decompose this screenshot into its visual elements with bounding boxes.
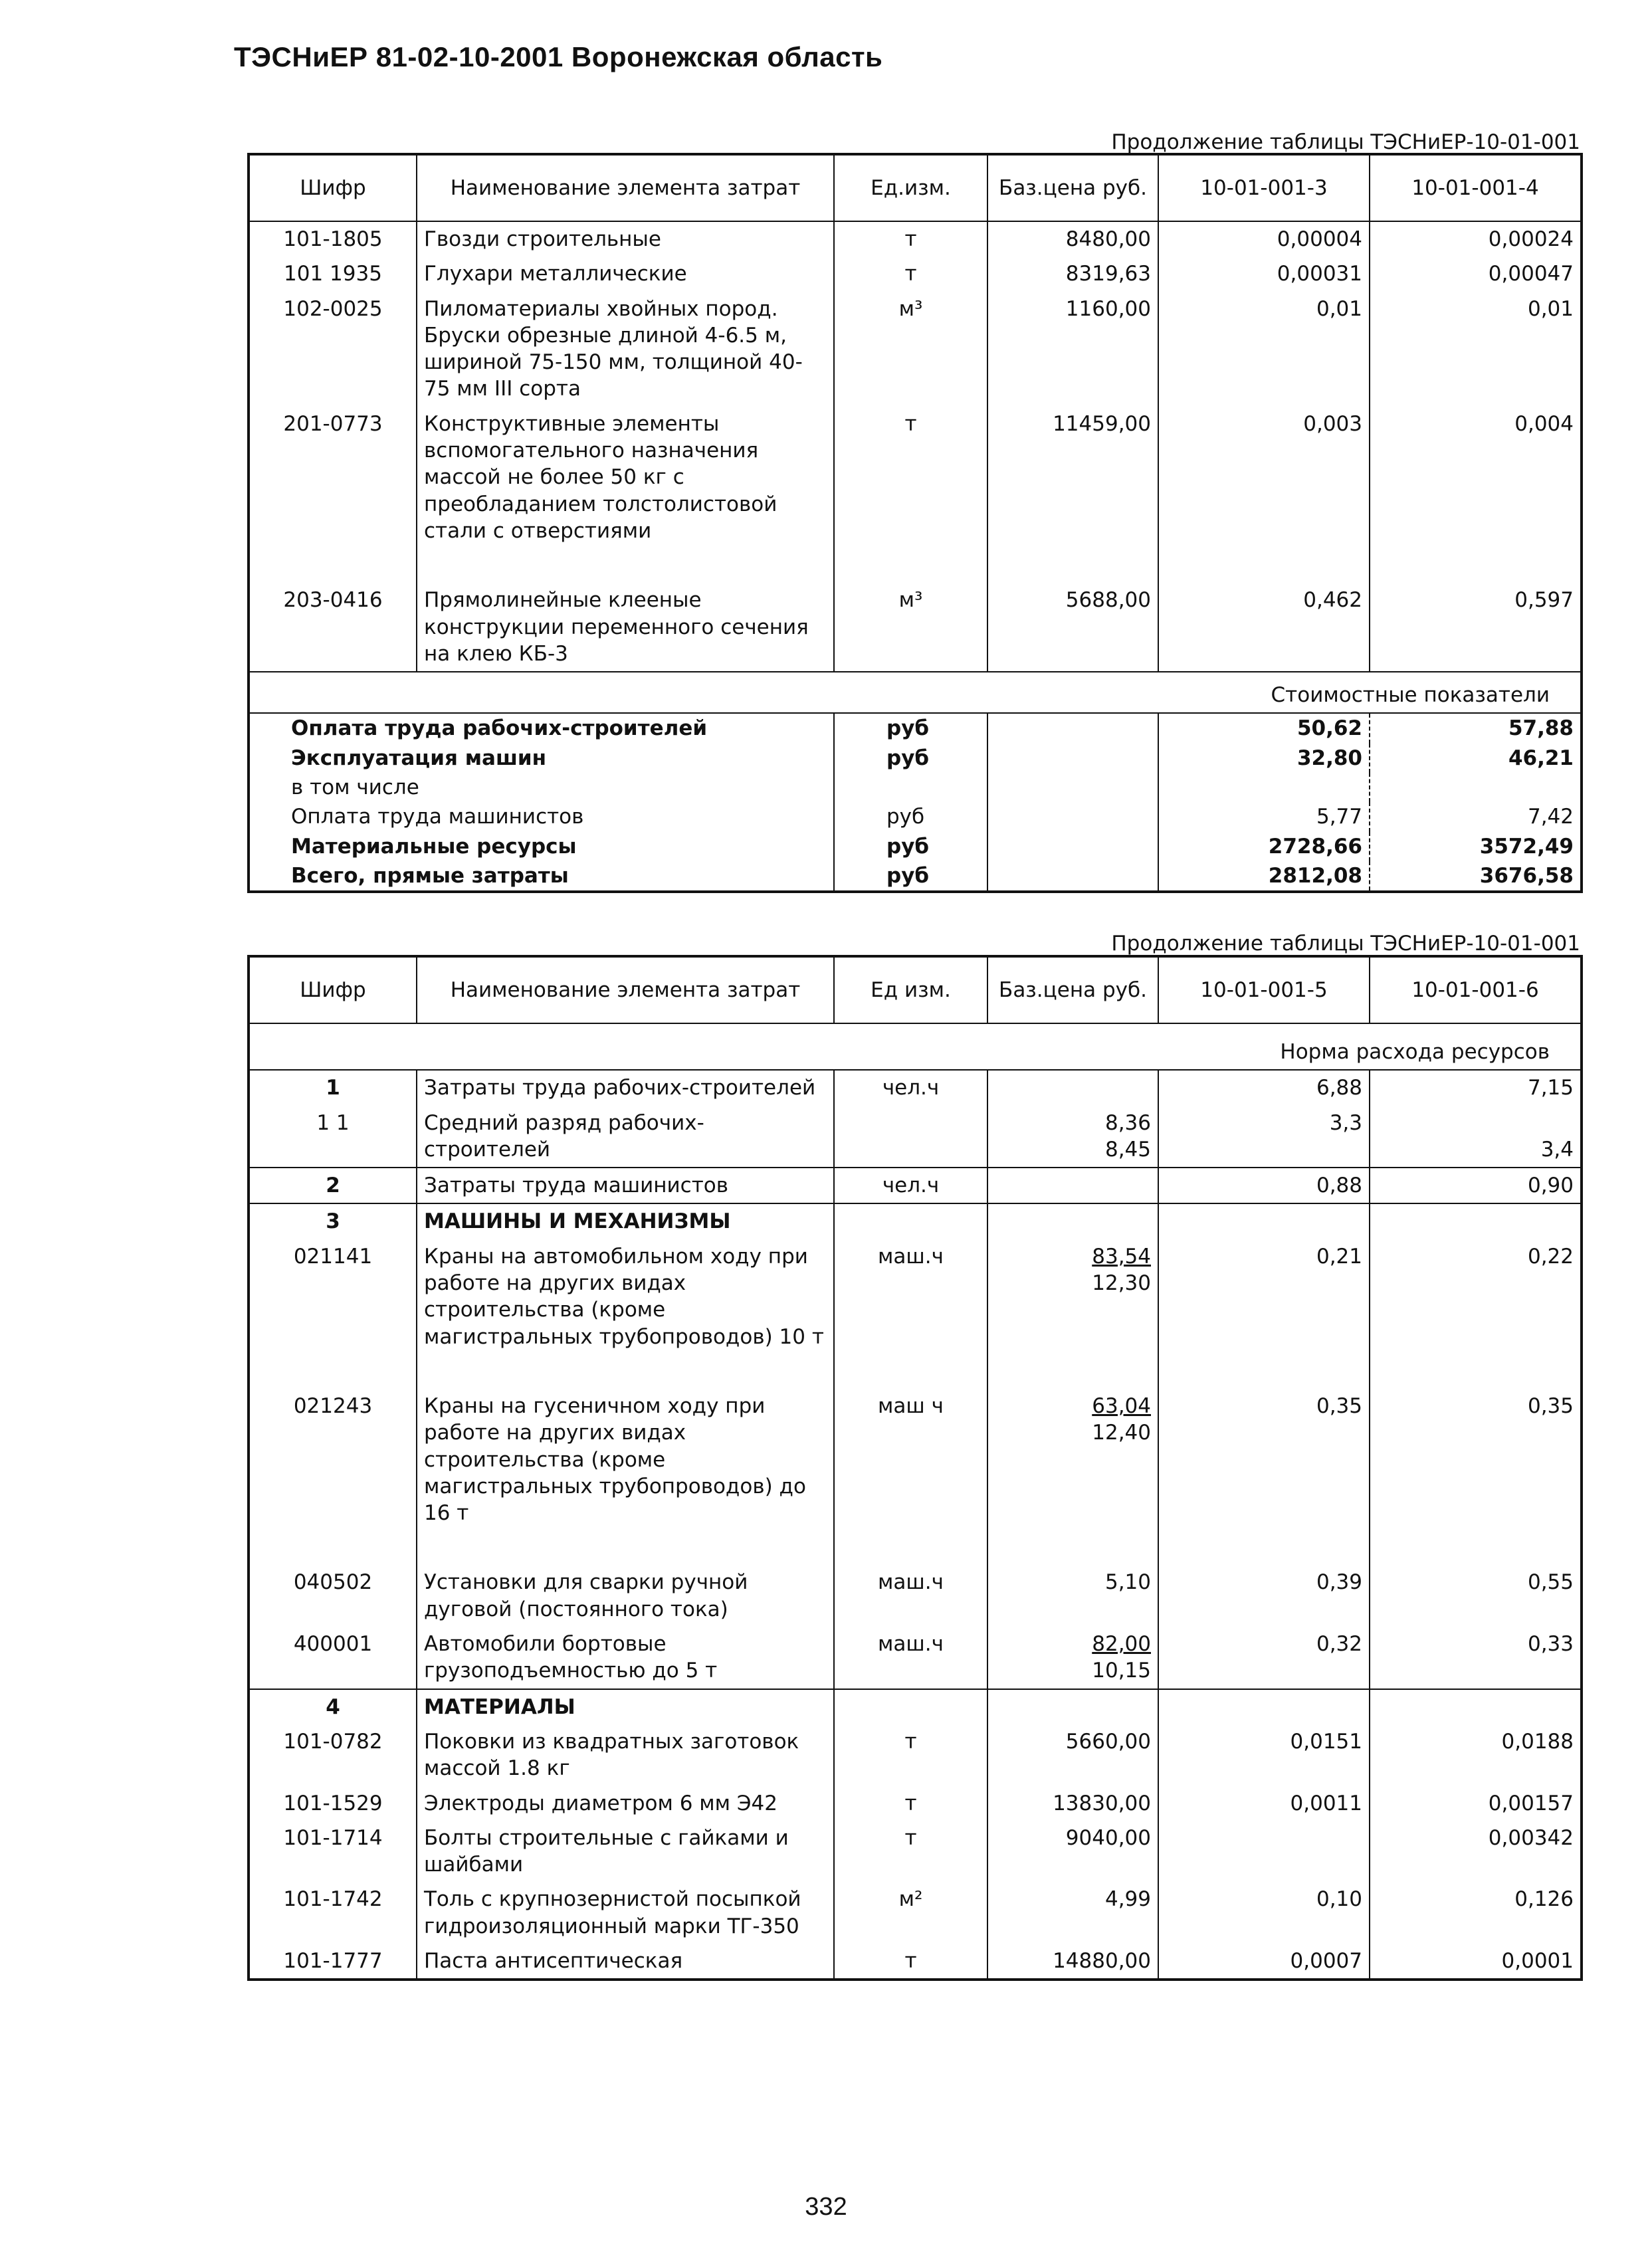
- cost-row: [249, 713, 1582, 743]
- row-value-1: 0,00004: [1158, 221, 1370, 256]
- cost-row: [249, 773, 1582, 802]
- row-unit: маш.ч: [834, 1627, 987, 1689]
- table-row: [249, 292, 1582, 407]
- col-name-header: Наименование элемента затрат: [417, 154, 834, 221]
- row-name: Глухари металлические: [417, 256, 834, 291]
- table-row: [249, 583, 1582, 672]
- cost-value-2: 57,88: [1370, 713, 1582, 743]
- row-price-sub: 12,40: [1092, 1421, 1151, 1445]
- table-row: [249, 221, 1582, 256]
- row-unit: т: [834, 1724, 987, 1786]
- row-value-2: 0,00047: [1370, 256, 1582, 291]
- row-value-1: 0,10: [1158, 1882, 1370, 1944]
- table-row: [249, 1070, 1582, 1105]
- cost-value-2: 7,42: [1370, 802, 1582, 831]
- row-name: Пиломатериалы хвойных пород. Бруски обрезные длиной 4-6.5 м, шириной 75-150 мм, толщиной 40-75 мм III сорта: [417, 292, 834, 407]
- table-row: [249, 1724, 1582, 1786]
- row-name: Установки для сварки ручной дуговой (постоянного тока): [417, 1565, 834, 1627]
- row-name: Прямолинейные клееные конструкции переменного сечения на клею КБ-3: [417, 583, 834, 672]
- row-value-1: 0,21: [1158, 1239, 1370, 1354]
- row-unit: т: [834, 256, 987, 291]
- section-code: 3: [249, 1203, 417, 1239]
- row-unit: м²: [834, 1882, 987, 1944]
- norm-band-row: [249, 1023, 1582, 1070]
- row-code: 1 1: [249, 1106, 417, 1168]
- col-code-header: Шифр: [249, 154, 417, 221]
- row-value-1: 0,0151: [1158, 1724, 1370, 1786]
- col-norm-2-header: 10-01-001-4: [1370, 154, 1582, 221]
- table-row: [249, 256, 1582, 291]
- cost-unit: руб: [834, 744, 987, 773]
- col-norm-2-header: 10-01-001-6: [1370, 956, 1582, 1023]
- estimate-table-2: [247, 955, 1583, 1981]
- estimate-table-1: [247, 153, 1583, 893]
- cost-row: [249, 861, 1582, 892]
- document-header-title: ТЭСНиЕР 81-02-10-2001 Воронежская область: [234, 41, 883, 72]
- row-name: Электроды диаметром 6 мм Э42: [417, 1786, 834, 1821]
- row-unit: чел.ч: [834, 1168, 987, 1203]
- cost-band-row: [249, 672, 1582, 713]
- col-price-header: Баз.цена руб.: [987, 154, 1158, 221]
- row-code: 101-1777: [249, 1944, 417, 1980]
- col-norm-1-header: 10-01-001-3: [1158, 154, 1370, 221]
- row-unit: маш ч: [834, 1389, 987, 1530]
- row-name: Краны на гусеничном ходу при работе на других видах строительства (кроме магистральных трубопроводов) до 16 т: [417, 1389, 834, 1530]
- row-unit: т: [834, 1821, 987, 1883]
- col-unit-header: Ед.изм.: [834, 154, 987, 221]
- row-value-2: 0,0188: [1370, 1724, 1582, 1786]
- row-value-2: 0,126: [1370, 1882, 1582, 1944]
- cost-value-2: 46,21: [1370, 744, 1582, 773]
- col-price-header: Баз.цена руб.: [987, 956, 1158, 1023]
- row-value-2: 0,597: [1370, 583, 1582, 672]
- norm-band-label: Норма расхода ресурсов: [249, 1023, 1582, 1070]
- row-price: 82,00: [1092, 1632, 1151, 1657]
- row-unit: маш.ч: [834, 1565, 987, 1627]
- row-code: 021243: [249, 1389, 417, 1530]
- row-value-2: 3,4: [1370, 1106, 1582, 1168]
- row-code: 400001: [249, 1627, 417, 1689]
- spacer-row: [249, 1530, 1582, 1565]
- cost-label: Всего, прямые затраты: [291, 863, 569, 888]
- row-value-2: 0,004: [1370, 407, 1582, 548]
- row-value-1: 0,39: [1158, 1565, 1370, 1627]
- cost-band-label: Стоимостные показатели: [249, 672, 1582, 713]
- cost-row: [249, 802, 1582, 831]
- row-price: 63,04: [1092, 1393, 1151, 1418]
- row-name: Гвозди строительные: [417, 221, 834, 256]
- row-value-1: 0,35: [1158, 1389, 1370, 1530]
- row-name: Паста антисептическая: [417, 1944, 834, 1980]
- row-name: Конструктивные элементы вспомогательного назначения массой не более 50 кг с преобладанием толстолистовой стали с отверстиями: [417, 407, 834, 548]
- cost-label: Эксплуатация машин: [291, 746, 547, 770]
- row-price: 8,36: [1104, 1110, 1151, 1135]
- row-price: 4,99: [987, 1882, 1158, 1944]
- row-name: Автомобили бортовые грузоподъемностью до 5 т: [417, 1627, 834, 1689]
- cost-label: Оплата труда рабочих-строителей: [291, 716, 708, 741]
- cost-value-1: 32,80: [1158, 744, 1370, 773]
- row-value-1: 0,0011: [1158, 1786, 1370, 1821]
- cost-value-1: 50,62: [1158, 713, 1370, 743]
- row-price: 14880,00: [987, 1944, 1158, 1980]
- row-code: 101-1805: [249, 221, 417, 256]
- row-value-2: 0,01: [1370, 292, 1582, 407]
- row-value-2: 7,15: [1370, 1070, 1582, 1105]
- row-unit: т: [834, 407, 987, 548]
- col-code-header: Шифр: [249, 956, 417, 1023]
- table-row: [249, 407, 1582, 548]
- row-price: 5660,00: [987, 1724, 1158, 1786]
- row-value-1: 0,01: [1158, 292, 1370, 407]
- row-value-2: 0,33: [1370, 1627, 1582, 1689]
- row-value-2: 0,00024: [1370, 221, 1582, 256]
- row-value-2: 0,55: [1370, 1565, 1582, 1627]
- cost-unit: руб: [834, 832, 987, 861]
- row-value-2: 0,90: [1370, 1168, 1582, 1203]
- row-name: Затраты труда машинистов: [417, 1168, 834, 1203]
- row-value-2: 0,00342: [1370, 1821, 1582, 1883]
- section-row: [249, 1203, 1582, 1239]
- row-name: Краны на автомобильном ходу при работе на других видах строительства (кроме магистральных трубопроводов) 10 т: [417, 1239, 834, 1354]
- cost-value-1: 2812,08: [1158, 861, 1370, 892]
- row-value-1: 0,003: [1158, 407, 1370, 548]
- table-row: [249, 1565, 1582, 1627]
- table-row: [249, 1627, 1582, 1689]
- row-price: 1160,00: [987, 292, 1158, 407]
- row-code: 102-0025: [249, 292, 417, 407]
- cost-row: [249, 744, 1582, 773]
- row-code: 021141: [249, 1239, 417, 1354]
- row-price: 5688,00: [987, 583, 1158, 672]
- cost-unit: руб: [834, 802, 987, 831]
- row-name: Средний разряд рабочих-строителей: [417, 1106, 834, 1168]
- cost-label: Оплата труда машинистов: [291, 805, 584, 829]
- table-row: [249, 1168, 1582, 1203]
- row-value-2: 0,22: [1370, 1239, 1582, 1354]
- row-unit: т: [834, 1786, 987, 1821]
- row-value-1: [1158, 1821, 1370, 1883]
- row-code: 101-1529: [249, 1786, 417, 1821]
- table-row: [249, 1106, 1582, 1168]
- cost-value-2: 3572,49: [1370, 832, 1582, 861]
- section-title: МАШИНЫ И МЕХАНИЗМЫ: [417, 1203, 834, 1239]
- row-code: 201-0773: [249, 407, 417, 548]
- row-value-1: 0,462: [1158, 583, 1370, 672]
- cost-value-2: 3676,58: [1370, 861, 1582, 892]
- spacer-row: [249, 1354, 1582, 1389]
- row-value-1: 6,88: [1158, 1070, 1370, 1105]
- section-code: 4: [249, 1689, 417, 1724]
- row-code: 1: [249, 1070, 417, 1105]
- page-number: 332: [805, 2193, 847, 2221]
- cost-unit: руб: [834, 861, 987, 892]
- row-value-1: 3,3: [1158, 1106, 1370, 1168]
- row-value-2: 0,35: [1370, 1389, 1582, 1530]
- col-name-header: Наименование элемента затрат: [417, 956, 834, 1023]
- row-code: 101-1714: [249, 1821, 417, 1883]
- row-code: 203-0416: [249, 583, 417, 672]
- row-code: 101 1935: [249, 256, 417, 291]
- cost-row: [249, 832, 1582, 861]
- row-price: 5,10: [987, 1565, 1158, 1627]
- row-code: 101-1742: [249, 1882, 417, 1944]
- row-price: 8319,63: [987, 256, 1158, 291]
- table-row: [249, 1389, 1582, 1530]
- col-norm-1-header: 10-01-001-5: [1158, 956, 1370, 1023]
- row-code: 101-0782: [249, 1724, 417, 1786]
- table1-caption: Продолжение таблицы ТЭСНиЕР-10-01-001: [1111, 130, 1580, 154]
- row-name: Поковки из квадратных заготовок массой 1.8 кг: [417, 1724, 834, 1786]
- row-unit: м³: [834, 292, 987, 407]
- row-value-1: 0,88: [1158, 1168, 1370, 1203]
- table-row: [249, 1239, 1582, 1354]
- row-price: 9040,00: [987, 1821, 1158, 1883]
- row-value-1: 0,00031: [1158, 256, 1370, 291]
- row-value-1: 0,32: [1158, 1627, 1370, 1689]
- row-name: Толь с крупнозернистой посыпкой гидроизоляционный марки ТГ-350: [417, 1882, 834, 1944]
- spacer-row: [249, 548, 1582, 583]
- cost-value-1: 5,77: [1158, 802, 1370, 831]
- row-unit: т: [834, 1944, 987, 1980]
- row-price: 11459,00: [987, 407, 1158, 548]
- row-name: Болты строительные с гайками и шайбами: [417, 1821, 834, 1883]
- table-row: [249, 1821, 1582, 1883]
- row-unit: маш.ч: [834, 1239, 987, 1354]
- row-unit: т: [834, 221, 987, 256]
- row-code: 2: [249, 1168, 417, 1203]
- table-row: [249, 1882, 1582, 1944]
- row-value-2: 0,00157: [1370, 1786, 1582, 1821]
- row-value-1: 0,0007: [1158, 1944, 1370, 1980]
- row-unit: чел.ч: [834, 1070, 987, 1105]
- cost-unit: руб: [834, 713, 987, 743]
- row-price: 83,54: [1092, 1244, 1151, 1269]
- section-title: МАТЕРИАЛЫ: [417, 1689, 834, 1724]
- row-price-sub: 12,30: [1092, 1271, 1151, 1296]
- section-row: [249, 1689, 1582, 1724]
- cost-label: в том числе: [291, 775, 419, 800]
- table-row: [249, 1786, 1582, 1821]
- col-unit-header: Ед изм.: [834, 956, 987, 1023]
- row-unit: м³: [834, 583, 987, 672]
- row-price-sub: 10,15: [1092, 1659, 1151, 1683]
- cost-label: Материальные ресурсы: [291, 834, 577, 859]
- row-price: 8480,00: [987, 221, 1158, 256]
- table-row: [249, 1944, 1582, 1980]
- row-price: 8,45: [1104, 1137, 1151, 1162]
- row-code: 040502: [249, 1565, 417, 1627]
- row-name: Затраты труда рабочих-строителей: [417, 1070, 834, 1105]
- row-value-2: 0,0001: [1370, 1944, 1582, 1980]
- row-price: 13830,00: [987, 1786, 1158, 1821]
- table2-caption: Продолжение таблицы ТЭСНиЕР-10-01-001: [1111, 932, 1580, 956]
- cost-value-1: 2728,66: [1158, 832, 1370, 861]
